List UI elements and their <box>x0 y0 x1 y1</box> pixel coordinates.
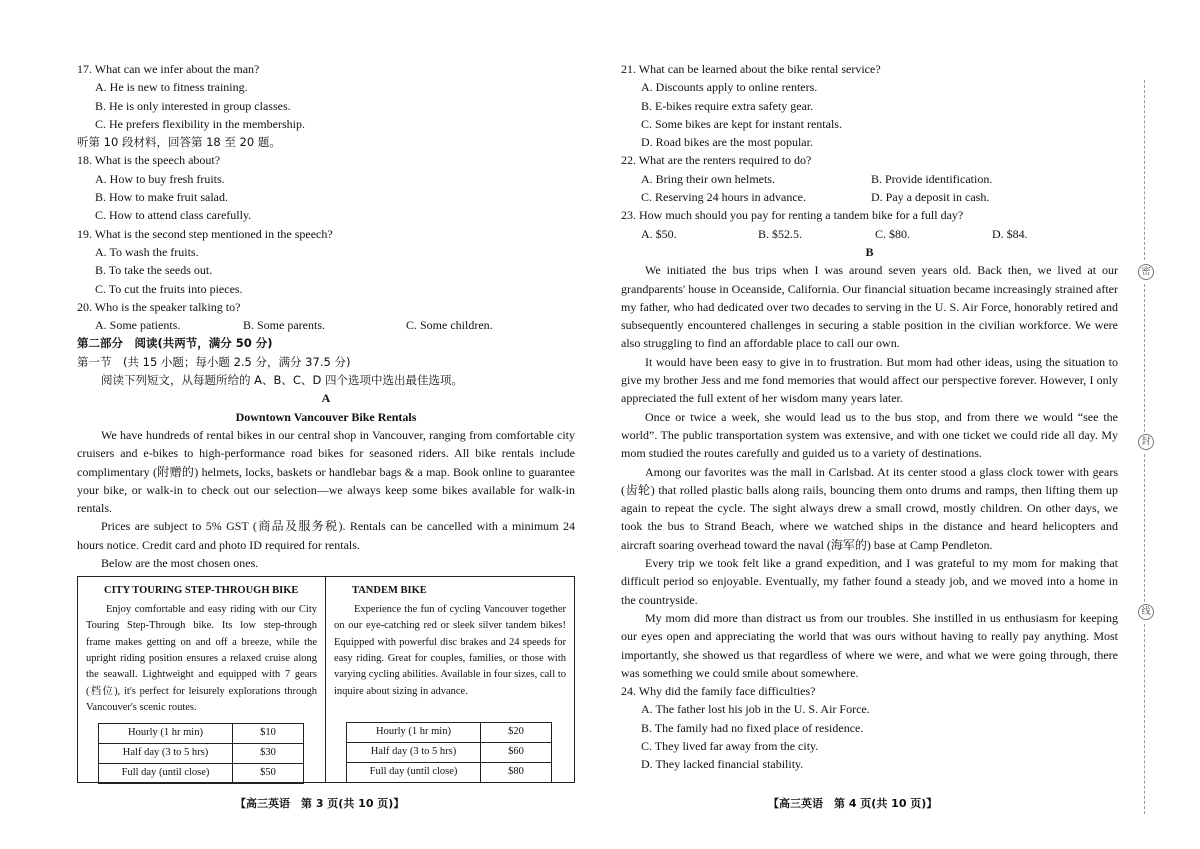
table-cell: $50 <box>233 763 304 783</box>
part-two-heading: 第二部分 阅读(共两节，满分 50 分) <box>77 336 273 351</box>
question-23 <box>621 206 1118 243</box>
table-row <box>99 743 304 763</box>
option-a: A. $50. <box>641 226 677 241</box>
option-a: A. Some patients. <box>95 318 181 333</box>
option-c: C. Reserving 24 hours in advance. <box>641 190 806 205</box>
option-a: A. How to buy fresh fruits. <box>95 171 225 186</box>
question-17 <box>77 60 575 133</box>
option-a: A. He is new to fitness training. <box>95 80 248 95</box>
seal-line <box>1144 284 1145 432</box>
bike-card-city-touring <box>78 577 326 782</box>
question-stem: 23. How much should you pay for renting a tandem bike for a full day? <box>621 208 964 223</box>
option-a: A. Discounts apply to online renters. <box>641 80 818 95</box>
passage-letter: A <box>321 391 331 406</box>
table-cell: $30 <box>233 743 304 763</box>
left-page <box>77 60 575 783</box>
table-cell: Hourly (1 hr min) <box>99 723 233 743</box>
page-footer: 【高三英语 第 3 页(共 10 页)】 <box>235 797 405 810</box>
section-one-heading: 第一节 (共 15 小题；每小题 2.5 分，满分 37.5 分) <box>77 354 351 369</box>
bike-description: Experience the fun of cycling Vancouver together on our eye-catching red or sleek silver tandem bikes! Equipped with powerful disc brakes and 24 speeds for easy riding. Great for couples, families, or those with varying cycling abilities. Available in four sizes, call to inquire about sizing in advance. <box>334 603 566 697</box>
option-c: C. He prefers flexibility in the membership. <box>95 116 305 131</box>
option-d: D. Road bikes are the most popular. <box>641 135 813 150</box>
question-stem: 24. Why did the family face difficulties? <box>621 684 816 699</box>
option-d: D. Pay a deposit in cash. <box>871 190 990 205</box>
seal-mark: 线 <box>1138 604 1154 620</box>
options-row <box>621 225 1118 243</box>
bike-description: Enjoy comfortable and easy riding with our City Touring Step-Through bike. Its low step-through frame makes getting on and off a breeze, while the upright riding position ensures a relaxed cruise along the seawall. Lightweight and equipped with 7 gears (档位), it's perfect for leisurely explorations through Vancouver's scenic routes. <box>86 603 317 714</box>
passage-paragraph: It would have been easy to give in to frustration. But mom had other ideas, using the situation to give my brother Jess and me fond memories that would affect our perspective forever. However, I only appreciated the full extent of her wisdom many years later. <box>621 354 1118 406</box>
question-20 <box>77 298 575 335</box>
option-b: B. To take the seeds out. <box>95 263 213 278</box>
seal-line <box>1144 80 1145 260</box>
price-table <box>98 723 304 784</box>
question-22 <box>621 151 1118 206</box>
passage-title: Downtown Vancouver Bike Rentals <box>235 409 417 424</box>
seal-line <box>1144 624 1145 814</box>
question-stem: 19. What is the second step mentioned in the speech? <box>77 226 333 241</box>
passage-paragraph: We have hundreds of rental bikes in our central shop in Vancouver, ranging from comfortable city cruisers and e-bikes to high-performance road bikes for seasoned riders. All bike rentals include complimentary (附赠的) helmets, locks, baskets or handlebar bags & a map. Book online to guarantee your bike, or walk-in to check out our selection—we always keep some bikes available for walk-in rentals. <box>77 427 575 516</box>
question-stem: 22. What are the renters required to do? <box>621 153 812 168</box>
table-cell: $20 <box>481 723 552 743</box>
table-cell: $10 <box>233 723 304 743</box>
table-cell: Hourly (1 hr min) <box>347 723 481 743</box>
table-row <box>347 743 552 763</box>
table-row <box>99 723 304 743</box>
option-a: A. Bring their own helmets. <box>641 171 775 186</box>
option-d: D. $84. <box>992 226 1028 241</box>
question-stem: 20. Who is the speaker talking to? <box>77 299 241 314</box>
option-b: B. E-bikes require extra safety gear. <box>641 98 814 113</box>
option-c: C. Some children. <box>406 318 493 333</box>
option-b: B. How to make fruit salad. <box>95 190 228 205</box>
seal-mark: 密 <box>1138 264 1154 280</box>
passage-paragraph: My mom did more than distract us from our troubles. She instilled in us enthusiasm for keeping our eyes open and appreciating the world that was ours without having to really pay anything. Most importantly, she showed us that regardless of where we were, and what we were going through, there was something we could smile about somewhere. <box>621 610 1118 680</box>
passage-paragraph: Prices are subject to 5% GST (商品及服务税). Rentals can be cancelled with a minimum 24 hours notice. Credit card and photo ID required for rentals. <box>77 519 575 552</box>
question-stem: 18. What is the speech about? <box>77 153 221 168</box>
option-c: C. They lived far away from the city. <box>641 738 819 753</box>
passage-paragraph: Among our favorites was the mall in Carlsbad. At its center stood a glass clock tower with gears (齿轮) that rolled plastic balls along rails, bouncing them onto drums and ramps, then lifting them up again to repeat the cycle. The sight always drew a small crowd, mostly children. On other days, we took the bus to Strand Beach, where we watched ships in the distance and heard helicopters and aircraft soaring overhead toward the naval (海军的) base at Camp Pendleton. <box>621 464 1118 552</box>
options-row <box>621 188 1118 206</box>
question-24 <box>621 682 1118 773</box>
bike-info-box <box>77 576 575 783</box>
question-19 <box>77 225 575 298</box>
listening-instruction: 听第 10 段材料，回答第 18 至 20 题。 <box>77 135 281 150</box>
option-b: B. $52.5. <box>758 226 803 241</box>
page-footer: 【高三英语 第 4 页(共 10 页)】 <box>768 797 938 810</box>
options-row <box>77 316 575 334</box>
table-cell: $80 <box>481 763 552 783</box>
seal-line <box>1144 454 1145 602</box>
option-c: C. How to attend class carefully. <box>95 208 252 223</box>
option-b: B. He is only interested in group classes. <box>95 98 291 113</box>
passage-paragraph: Once or twice a week, she would lead us to the bus stop, and from there we would “see the world”. The public transportation system was extensive, and with one ticket we could ride all day. My mom studied the routes carefully and guided us to a variety of destinations. <box>621 409 1118 461</box>
question-18 <box>77 151 575 224</box>
bike-card-tandem <box>326 577 574 782</box>
reading-instruction: 阅读下列短文，从每题所给的 A、B、C、D 四个选项中选出最佳选项。 <box>101 373 463 388</box>
option-b: B. Some parents. <box>243 318 325 333</box>
question-stem: 17. What can we infer about the man? <box>77 62 260 76</box>
table-row <box>347 723 552 743</box>
option-c: C. Some bikes are kept for instant rentals. <box>641 116 842 131</box>
option-b: B. The family had no fixed place of residence. <box>641 720 864 735</box>
bike-title: CITY TOURING STEP-THROUGH BIKE <box>104 585 299 597</box>
option-a: A. To wash the fruits. <box>95 244 199 259</box>
passage-letter: B <box>865 244 874 259</box>
table-cell: Half day (3 to 5 hrs) <box>99 743 233 763</box>
option-d: D. They lacked financial stability. <box>641 757 804 772</box>
question-stem: 21. What can be learned about the bike rental service? <box>621 62 881 76</box>
table-cell: Half day (3 to 5 hrs) <box>347 743 481 763</box>
option-a: A. The father lost his job in the U. S. Air Force. <box>641 702 870 717</box>
bike-title: TANDEM BIKE <box>352 585 427 597</box>
table-row <box>347 763 552 783</box>
passage-paragraph: We initiated the bus trips when I was around seven years old. Back then, we lived at our grandparents' house in Oceanside, California. Our financial situation became increasingly strained after my father, who had dedicated over two decades to serving in the U. S. Air Force, honorably retired and subsequently encountered challenges in securing a stable position in the civilian workforce. We were also struggling to find an affordable place to call our own. <box>621 263 1118 351</box>
table-cell: Full day (until close) <box>99 763 233 783</box>
option-b: B. Provide identification. <box>871 171 993 186</box>
price-table <box>346 722 552 783</box>
table-cell: $60 <box>481 743 552 763</box>
seal-mark: 封 <box>1138 434 1154 450</box>
option-c: C. $80. <box>875 226 911 241</box>
table-row <box>99 763 304 783</box>
question-21 <box>621 60 1118 151</box>
options-row <box>621 170 1118 188</box>
option-c: C. To cut the fruits into pieces. <box>95 281 243 296</box>
table-cell: Full day (until close) <box>347 763 481 783</box>
passage-paragraph: Every trip we took felt like a grand expedition, and I was grateful to my mom for making that difficult period so enjoyable. Eventually, my father found a steady job, and we moved into a home in the countryside. <box>621 556 1118 607</box>
passage-paragraph: Below are the most chosen ones. <box>101 556 259 571</box>
right-page <box>621 60 1118 774</box>
